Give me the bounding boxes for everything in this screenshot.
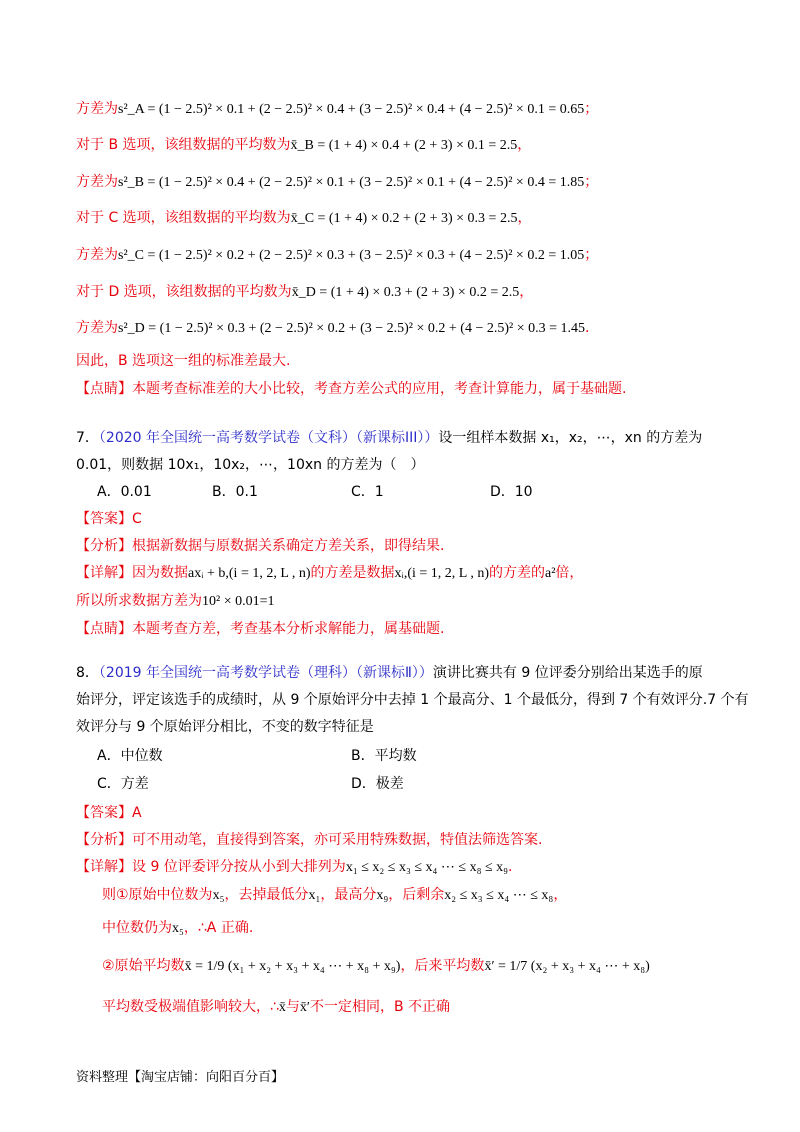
question-7-detail-conclusion: 所以所求数据方差为10² × 0.01=1 xyxy=(76,593,275,609)
question-8-option-d: D．极差 xyxy=(351,776,404,792)
question-8-detail-step-3: ②原始平均数x̄ = 1/9 (x₁ + x₂ + x₃ + x₄ ⋯ + x₈ + x₉)，后来平均数x̄′ = 1/7 (x₂ + x₃ + x₄ ⋯ + x₈) xyxy=(102,958,650,974)
question-8-option-a: A．中位数 xyxy=(97,748,163,764)
solution-line-variance-d: 方差为s²_D = (1 − 2.5)² × 0.3 + (2 − 2.5)² × 0.2 + (3 − 2.5)² × 0.2 + (4 − 2.5)² × 0.3 = 1.45. xyxy=(76,320,590,336)
question-8-stem-line-1: 8．（2019 年全国统一高考数学试卷（理科）（新课标Ⅱ））演讲比赛共有 9 位评委分别给出某选手的原 xyxy=(76,665,703,681)
question-7-stem-line-2: 0.01，则数据 10x₁，10x₂，⋯，10xn 的方差为（ ） xyxy=(76,457,425,473)
formula-mean-d: x̄_D = (1 + 4) × 0.3 + (2 + 3) × 0.2 = 2.5 xyxy=(291,285,520,300)
formula-variance-a: s²_A = (1 − 2.5)² × 0.1 + (2 − 2.5)² × 0.4 + (3 − 2.5)² × 0.4 + (4 − 2.5)² × 0.1 = 0.65 xyxy=(118,102,585,117)
question-7-analysis: 【分析】根据新数据与原数据关系确定方差关系，即得结果. xyxy=(76,538,445,554)
question-8-stem-line-2: 始评分，评定该选手的成绩时，从 9 个原始评分中去掉 1 个最高分、1 个最低分，得到 7 个有效评分.7 个有 xyxy=(76,692,749,708)
solution-line-mean-b: 对于 B 选项，该组数据的平均数为x̄_B = (1 + 4) × 0.4 + (2 + 3) × 0.1 = 2.5， xyxy=(76,137,532,153)
question-8-stem-line-3: 效评分与 9 个原始评分相比，不变的数字特征是 xyxy=(76,719,374,735)
question-number: 8． xyxy=(76,665,99,681)
question-source: （2020 年全国统一高考数学试卷（文科）（新课标III）） xyxy=(98,430,439,446)
formula-variance-c: s²_C = (1 − 2.5)² × 0.2 + (2 − 2.5)² × 0.3 + (3 − 2.5)² × 0.3 + (4 − 2.5)² × 0.2 = 1.05 xyxy=(118,248,585,263)
question-7-tip: 【点睛】本题考查方差，考查基本分析求解能力，属基础题. xyxy=(76,621,445,637)
solution-line-variance-b: 方差为s²_B = (1 − 2.5)² × 0.4 + (2 − 2.5)² × 0.1 + (3 − 2.5)² × 0.1 + (4 − 2.5)² × 0.4 = 1.85； xyxy=(76,174,599,190)
question-7-option-b: B．0.1 xyxy=(212,484,258,500)
solution-line-variance-a: 方差为s²_A = (1 − 2.5)² × 0.1 + (2 − 2.5)² × 0.4 + (3 − 2.5)² × 0.4 + (4 − 2.5)² × 0.1 = 0.65； xyxy=(76,101,599,117)
formula-mean-c: x̄_C = (1 + 4) × 0.2 + (2 + 3) × 0.3 = 2.5 xyxy=(290,211,518,226)
question-7-answer: 【答案】C xyxy=(76,511,142,527)
page-footer: 资料整理【淘宝店铺：向阳百分百】 xyxy=(76,1070,285,1085)
question-source: （2019 年全国统一高考数学试卷（理科）（新课标Ⅱ）） xyxy=(98,665,433,681)
question-number: 7． xyxy=(76,430,99,446)
solution-conclusion: 因此，B 选项这一组的标准差最大. xyxy=(76,353,291,369)
question-8-analysis: 【分析】可不用动笔，直接得到答案，亦可采用特殊数据，特值法筛选答案. xyxy=(76,832,543,848)
question-7-detail: 【详解】因为数据axᵢ + b,(i = 1, 2, L , n)的方差是数据xᵢ,(i = 1, 2, L , n)的方差的a²倍， xyxy=(76,565,584,581)
question-7-option-a: A．0.01 xyxy=(97,484,152,500)
question-8-detail: 【详解】设 9 位评委评分按从小到大排列为x₁ ≤ x₂ ≤ x₃ ≤ x₄ ⋯ ≤ x₈ ≤ x₉. xyxy=(76,859,513,875)
question-8-option-b: B．平均数 xyxy=(351,748,417,764)
question-7-option-c: C．1 xyxy=(351,484,384,500)
question-7-option-d: D．10 xyxy=(490,484,533,500)
formula-variance-d: s²_D = (1 − 2.5)² × 0.3 + (2 − 2.5)² × 0.2 + (3 − 2.5)² × 0.2 + (4 − 2.5)² × 0.3 = 1.45 xyxy=(118,321,585,336)
question-8-option-c: C．方差 xyxy=(97,776,149,792)
formula-variance-b: s²_B = (1 − 2.5)² × 0.4 + (2 − 2.5)² × 0.1 + (3 − 2.5)² × 0.1 + (4 − 2.5)² × 0.4 = 1.85 xyxy=(118,175,585,190)
solution-line-variance-c: 方差为s²_C = (1 − 2.5)² × 0.2 + (2 − 2.5)² × 0.3 + (3 − 2.5)² × 0.3 + (4 − 2.5)² × 0.2 = 1.05； xyxy=(76,247,599,263)
formula-mean-b: x̄_B = (1 + 4) × 0.4 + (2 + 3) × 0.1 = 2.5 xyxy=(290,138,518,153)
solution-tip: 【点睛】本题考查标准差的大小比较，考查方差公式的应用，考查计算能力，属于基础题. xyxy=(76,381,627,397)
solution-line-mean-c: 对于 C 选项，该组数据的平均数为x̄_C = (1 + 4) × 0.2 + (2 + 3) × 0.3 = 2.5， xyxy=(76,210,532,226)
question-8-answer: 【答案】A xyxy=(76,805,142,821)
solution-line-mean-d: 对于 D 选项，该组数据的平均数为x̄_D = (1 + 4) × 0.3 + (2 + 3) × 0.2 = 2.5， xyxy=(76,284,534,300)
question-8-detail-step-4: 平均数受极端值影响较大，∴x̄与x̄′不一定相同，B 不正确 xyxy=(102,999,451,1015)
question-8-detail-step-2: 中位数仍为x₅，∴A 正确. xyxy=(102,920,254,936)
question-8-detail-step-1: 则①原始中位数为x₅，去掉最低分x₁，最高分x₉，后剩余x₂ ≤ x₃ ≤ x₄ ⋯ ≤ x₈， xyxy=(102,887,568,903)
question-7-stem-line-1: 7．（2020 年全国统一高考数学试卷（文科）（新课标III））设一组样本数据 x₁，x₂，⋯，xn 的方差为 xyxy=(76,430,703,446)
